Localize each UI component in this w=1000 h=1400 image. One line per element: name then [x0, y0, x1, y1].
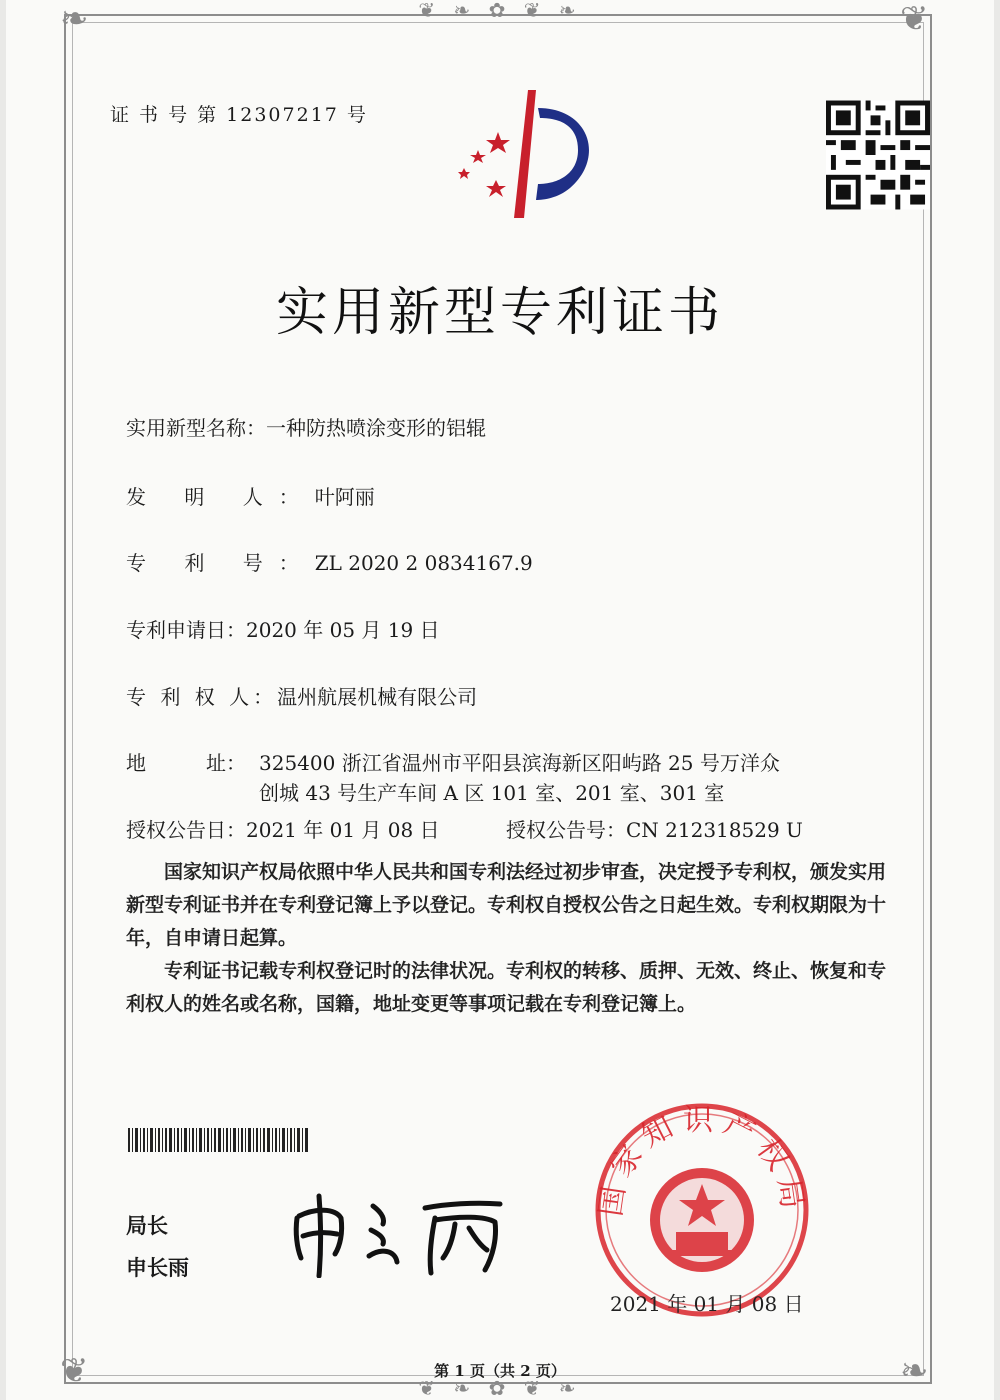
grant-number-row [506, 814, 803, 843]
address-line-2: 创城 43 号生产车间 A 区 101 室、201 室、301 室 [259, 781, 725, 805]
grant-date-value: 2021 年 01 月 08 日 [246, 818, 440, 842]
svg-text:国家知识产权局: 国家知识产权局 [593, 1103, 811, 1219]
legal-paragraph-1: 国家知识产权局依照中华人民共和国专利法经过初步审查，决定授予专利权，颁发实用新型专利证书并在专利登记簿上予以登记。专利权自授权公告之日起生效。专利权期限为十年，自申请日起算。 [126, 861, 887, 949]
utility-model-name-label: 实用新型名称： [126, 416, 266, 440]
cnipa-logo-icon [440, 88, 610, 223]
handwritten-signature-icon [285, 1178, 515, 1278]
bottom-ornament-icon: ❦ ❧ ✿ ❦ ❧ [418, 1376, 582, 1400]
official-seal-icon [592, 1100, 812, 1320]
utility-model-name-value: 一种防热喷涂变形的铝辊 [266, 416, 486, 440]
top-ornament-icon: ❦ ❧ ✿ ❦ ❧ [418, 0, 582, 22]
corner-ornament-icon: ❦ [900, 0, 929, 39]
grant-number-label: 授权公告号： [506, 818, 626, 842]
certificate-number: 证 书 号 第 12307217 号 [110, 104, 368, 126]
address-line-1: 325400 浙江省温州市平阳县滨海新区阳屿路 25 号万洋众 [259, 751, 780, 775]
qr-code-icon [826, 100, 930, 210]
patentee-value: 温州航展机械有限公司 [277, 685, 478, 709]
patent-number-value: ZL 2020 2 0834167.9 [314, 551, 533, 575]
filing-date-value: 2020 年 05 月 19 日 [246, 618, 440, 642]
patentee-label: 专 利 权 人： [126, 685, 278, 709]
corner-ornament-icon: ❧ [60, 0, 89, 39]
corner-ornament-icon: ❧ [900, 1351, 929, 1391]
grant-number-value: CN 212318529 U [626, 818, 803, 842]
filing-date-row [126, 614, 440, 643]
page-number: 第 1 页（共 2 页） [434, 1362, 566, 1380]
inventor-label: 发 明 人： [126, 485, 315, 509]
corner-ornament-icon: ❦ [60, 1351, 89, 1391]
patent-number-label: 专 利 号： [126, 551, 315, 575]
certificate-title: 实用新型专利证书 [275, 283, 724, 343]
address-row [126, 747, 246, 776]
filing-date-label: 专利申请日： [126, 618, 246, 642]
signatory-name: 申长雨 [126, 1255, 189, 1280]
grant-date-label: 授权公告日： [126, 818, 246, 842]
legal-paragraph-2: 专利证书记载专利权登记时的法律状况。专利权的转移、质押、无效、终止、恢复和专利权人的姓名或名称，国籍，地址变更等事项记载在专利登记簿上。 [126, 960, 887, 1015]
signatory-title: 局长 [126, 1213, 168, 1238]
grant-date-row [126, 814, 440, 843]
inventor-row [126, 481, 375, 510]
patent-number-row [126, 547, 533, 576]
address-label: 地 址： [126, 751, 246, 775]
utility-model-name-row [126, 412, 486, 441]
patentee-row [126, 681, 477, 710]
seal-date: 2021 年 01 月 08 日 [610, 1292, 804, 1316]
barcode-icon [128, 1128, 308, 1152]
inventor-value: 叶阿丽 [314, 485, 375, 509]
